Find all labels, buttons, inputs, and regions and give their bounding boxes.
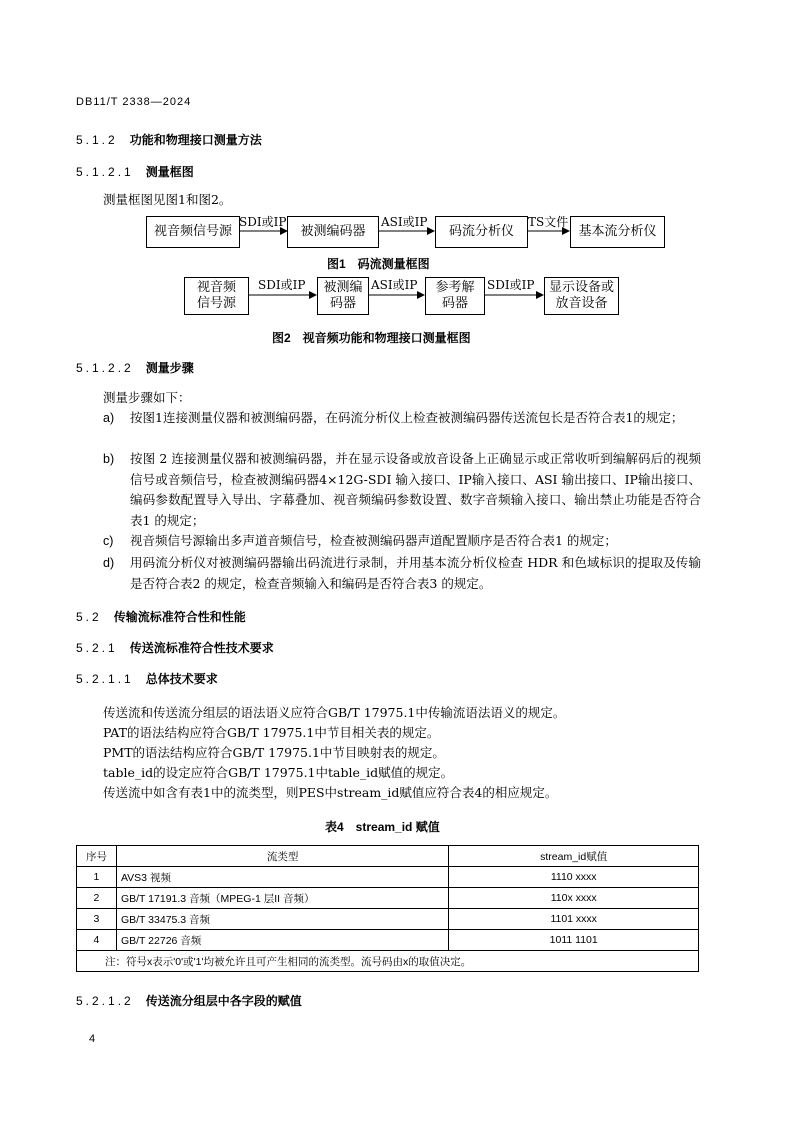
fig2-box-reference-decoder: 参考解 码器 — [425, 277, 485, 315]
step-label: b) — [103, 452, 115, 466]
section-number: 5.2.1.1 — [76, 672, 134, 686]
fig2-arrow-label-1: SDI或IP — [258, 278, 306, 292]
cell-index: 4 — [77, 930, 117, 951]
fig1-box-signal-source: 视音频信号源 — [146, 216, 240, 248]
fig1-box-es-analyzer: 基本流分析仪 — [570, 216, 665, 248]
section-title: 传送流标准符合性技术要求 — [129, 641, 274, 655]
table-row — [77, 867, 699, 888]
step-a — [103, 408, 701, 429]
step-text: 视音频信号源输出多声道音频信号，检查被测编码器声道配置顺序是否符合表1 的规定； — [130, 533, 617, 548]
col-header-index: 序号 — [77, 846, 117, 867]
table-row — [77, 888, 699, 909]
general-requirement: PMT的语法结构应符合GB/T 17975.1中节目映射表的规定。 — [103, 745, 445, 760]
step-b — [103, 449, 701, 531]
fig2-box-signal-source: 视音频 信号源 — [184, 277, 249, 315]
col-header-stream-id: stream_id赋值 — [449, 846, 699, 867]
fig1-box-encoder: 被测编码器 — [287, 216, 379, 248]
step-text: 按图1连接测量仪器和被测编码器，在码流分析仪上检查被测编码器传送流包长是否符合表1的规定； — [130, 410, 684, 425]
cell-stream-id: 1110 xxxx — [449, 867, 699, 888]
fig1-box-stream-analyzer: 码流分析仪 — [435, 216, 528, 248]
cell-stream-id: 110x xxxx — [449, 888, 699, 909]
cell-stream-type: GB/T 33475.3 音频 — [116, 909, 448, 930]
fig1-arrow-label-3: TS文件 — [528, 215, 569, 229]
section-title: 测量步骤 — [145, 361, 194, 375]
table-header-row — [77, 846, 699, 867]
section-title: 总体技术要求 — [145, 672, 218, 686]
cell-stream-type: GB/T 22726 音频 — [116, 930, 448, 951]
intro-text: 测量框图见图1和图2。 — [103, 192, 232, 207]
cell-stream-type: GB/T 17191.3 音频（MPEG-1 层II 音频） — [116, 888, 448, 909]
step-label: a) — [103, 411, 115, 425]
fig2-arrow-label-2: ASI或IP — [371, 278, 418, 292]
cell-index: 1 — [77, 867, 117, 888]
section-number: 5.2 — [76, 610, 102, 624]
figure-1-arrows — [0, 0, 793, 350]
fig1-arrow-label-1: SDI或IP — [239, 215, 287, 229]
col-header-stream-type: 流类型 — [116, 846, 448, 867]
doc-id-header: DB11/T 2338—2024 — [76, 96, 192, 108]
table-4-caption: 表4 stream_id 赋值 — [325, 820, 440, 834]
table-row — [77, 930, 699, 951]
section-title: 传输流标准符合性和性能 — [113, 610, 246, 624]
section-5-2-1 — [76, 639, 274, 656]
table-note-row — [77, 951, 699, 972]
fig2-box-display-device: 显示设备或 放音设备 — [544, 277, 619, 315]
section-5-2 — [76, 608, 246, 625]
table-row — [77, 909, 699, 930]
cell-index: 2 — [77, 888, 117, 909]
section-title: 功能和物理接口测量方法 — [129, 133, 262, 147]
page-number: 4 — [89, 1033, 97, 1045]
table-note: 注：符号x表示'0'或'1'均被允许且可产生相同的流类型。流号码由x的取值决定。 — [77, 951, 699, 972]
step-c — [103, 531, 701, 552]
general-requirement: table_id的设定应符合GB/T 17975.1中table_id赋值的规定。 — [103, 765, 454, 780]
section-number: 5.1.2.1 — [76, 165, 134, 179]
steps-intro: 测量步骤如下： — [103, 390, 191, 405]
general-requirement: PAT的语法结构应符合GB/T 17975.1中节目相关表的规定。 — [103, 725, 440, 740]
section-title: 测量框图 — [145, 165, 194, 179]
section-5-2-1-1 — [76, 670, 218, 687]
section-number: 5.1.2.2 — [76, 361, 134, 375]
general-requirement: 传送流中如含有表1中的流类型，则PES中stream_id赋值应符合表4的相应规定。 — [103, 785, 558, 800]
step-text: 用码流分析仪对被测编码器输出码流进行录制，并用基本流分析仪检查 HDR 和色域标识的提取及传输是否符合表2 的规定，检查音频输入和编码是否符合表3 的规定。 — [130, 555, 701, 591]
figure-1-caption: 图1 码流测量框图 — [327, 257, 430, 271]
section-number: 5.2.1 — [76, 641, 118, 655]
section-number: 5.2.1.2 — [76, 994, 134, 1008]
section-5-2-1-2 — [76, 992, 302, 1009]
cell-stream-id: 1101 xxxx — [449, 909, 699, 930]
fig2-arrow-label-3: SDI或IP — [487, 278, 535, 292]
cell-stream-id: 1011 1101 — [449, 930, 699, 951]
step-label: d) — [103, 556, 115, 570]
section-5-1-2-2 — [76, 359, 194, 376]
cell-index: 3 — [77, 909, 117, 930]
section-title: 传送流分组层中各字段的赋值 — [145, 994, 302, 1008]
step-label: c) — [103, 534, 114, 548]
step-d — [103, 553, 701, 594]
cell-stream-type: AVS3 视频 — [116, 867, 448, 888]
section-number: 5.1.2 — [76, 133, 118, 147]
figure-2-caption: 图2 视音频功能和物理接口测量框图 — [272, 331, 471, 345]
fig1-arrow-label-2: ASI或IP — [381, 215, 428, 229]
general-requirement: 传送流和传送流分组层的语法语义应符合GB/T 17975.1中传输流语法语义的规定。 — [103, 705, 566, 720]
step-text: 按图 2 连接测量仪器和被测编码器，并在显示设备或放音设备上正确显示或正常收听到编解码后的视频信号或音频信号，检查被测编码器4×12G-SDI 输入接口、IP输入接口、ASI 输出接口、IP输出接口、编码参数配置导入导出、字幕叠加、视音频编码参数设置、数字音频输入接口、输出禁止功能是否符合表1 的规定； — [130, 451, 701, 528]
fig2-box-encoder: 被测编 码器 — [317, 277, 369, 315]
table-4 — [76, 845, 699, 972]
